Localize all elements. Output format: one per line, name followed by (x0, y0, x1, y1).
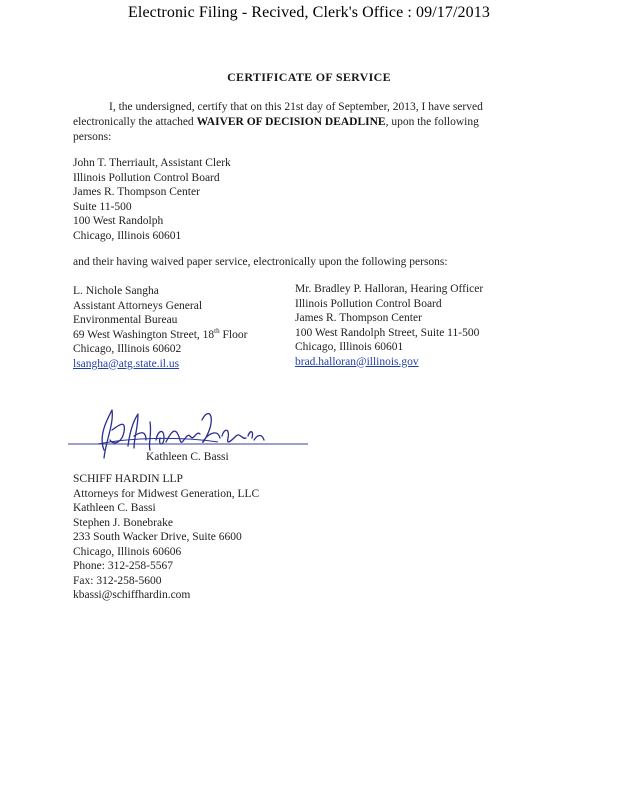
recipient-line: L. Nichole Sangha (73, 285, 159, 297)
firm-line: 233 South Wacker Drive, Suite 6600 (73, 531, 242, 543)
recipient-line: Chicago, Illinois 60601 (295, 341, 404, 353)
firm-phone: Phone: 312-258-5567 (73, 560, 173, 572)
certification-text-after: , upon the following persons: (73, 116, 479, 143)
waived-service-text: and their having waived paper service, electronically upon the following persons: (73, 256, 448, 268)
recipient-city-line: Chicago, Illinois 60602 (73, 343, 182, 355)
recipient-line: James R. Thompson Center (295, 312, 422, 324)
recipient-line: Mr. Bradley P. Halloran, Hearing Officer (295, 283, 484, 295)
recipient-line: 100 West Randolph Street, Suite 11-500 (295, 326, 480, 339)
recipient-email-link[interactable]: brad.halloran@illinois.gov (295, 355, 419, 368)
clerk-address-line: Suite 11-500 (73, 200, 132, 213)
filing-stamp-header: Electronic Filing - Recived, Clerk's Office : 09/17/2013 (128, 4, 490, 21)
firm-line: Kathleen C. Bassi (73, 502, 156, 514)
firm-contact-block (73, 472, 259, 603)
certification-paragraph (73, 100, 513, 145)
certification-text-before: I, the undersigned, certify that on this 21st day of September, 2013, I have served electronically the attached (73, 101, 483, 128)
recipient-email-link[interactable]: lsangha@atg.state.il.us (73, 357, 180, 370)
clerk-address-line: James R. Thompson Center (73, 186, 200, 198)
clerk-address-line: John T. Therriault, Assistant Clerk (73, 157, 231, 169)
firm-line: Stephen J. Bonebrake (73, 516, 173, 529)
service-recipient-right (295, 282, 483, 369)
recipient-line: Assistant Attorneys General (73, 299, 203, 312)
firm-email: kbassi@schiffhardin.com (73, 589, 191, 601)
recipient-street-line: 69 West Washington Street, 18th Floor (73, 326, 248, 341)
clerk-address-line: Illinois Pollution Control Board (73, 171, 220, 184)
firm-line: Chicago, Illinois 60606 (73, 545, 182, 558)
recipient-line: Environmental Bureau (73, 314, 178, 326)
clerk-address-line: Chicago, Illinois 60601 (73, 229, 182, 242)
document-title: CERTIFICATE OF SERVICE (227, 70, 391, 84)
firm-fax: Fax: 312-258-5600 (73, 574, 162, 587)
firm-line: SCHIFF HARDIN LLP (73, 473, 183, 485)
service-recipient-left (73, 284, 247, 371)
firm-line: Attorneys for Midwest Generation, LLC (73, 487, 260, 500)
clerk-address-line: 100 West Randolph (73, 215, 164, 227)
signer-name: Kathleen C. Bassi (146, 451, 229, 463)
served-document-name: WAIVER OF DECISION DEADLINE (196, 116, 386, 128)
clerk-address-block (73, 156, 231, 243)
recipient-line: Illinois Pollution Control Board (295, 297, 442, 310)
